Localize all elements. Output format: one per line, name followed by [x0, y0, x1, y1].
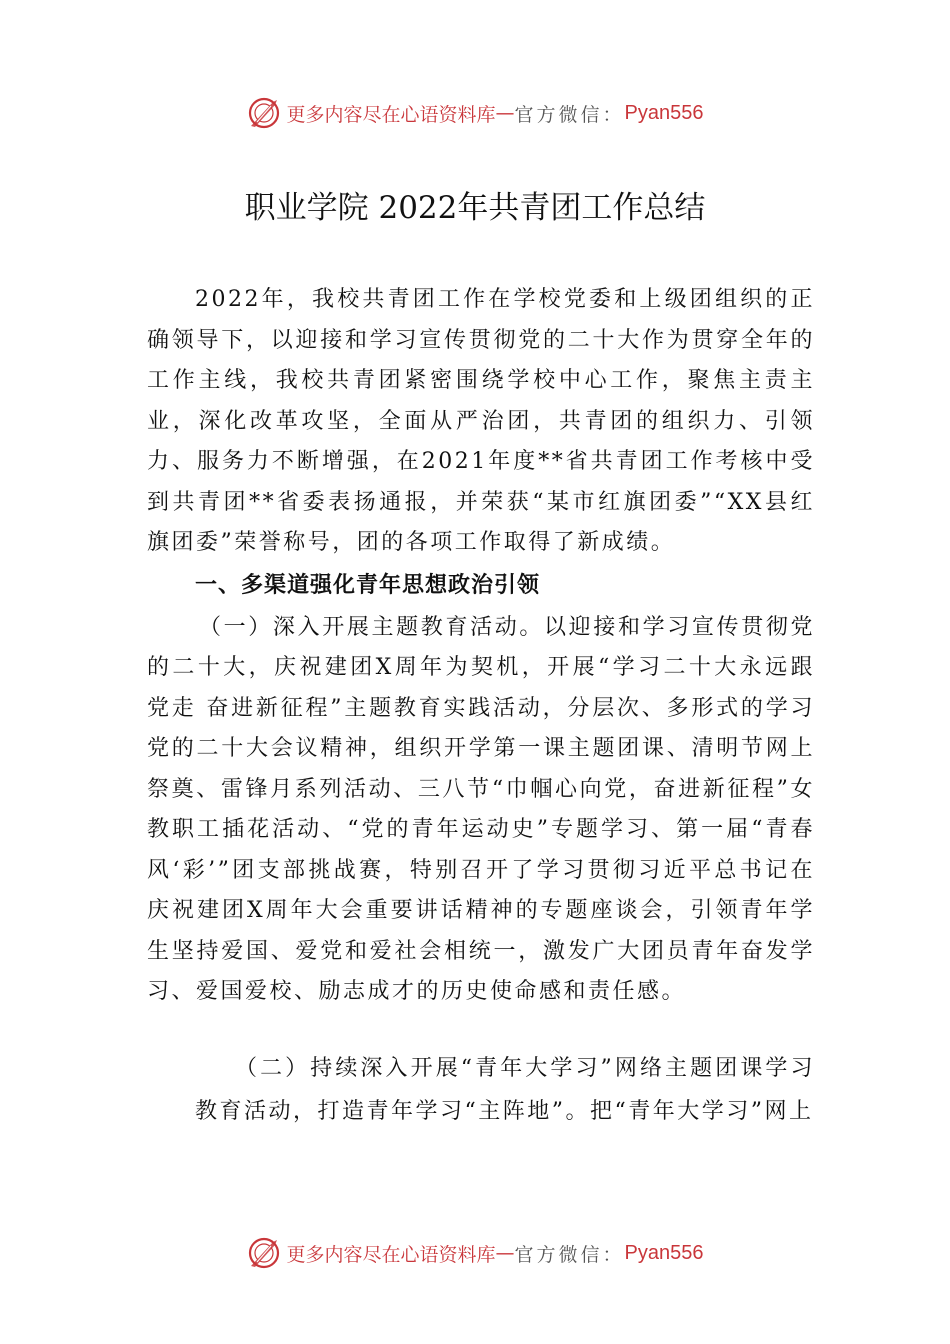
footer-watermark-banner — [0, 1233, 950, 1273]
banner-wechat-label: 官方微信： — [514, 1243, 625, 1266]
quill-seal-icon — [247, 96, 281, 130]
header-watermark-banner — [0, 93, 950, 133]
document-body — [147, 280, 815, 1013]
section-heading-1: 一、多渠道强化青年思想政治引领 — [195, 572, 541, 598]
banner-brand-text: 更多内容尽在心语资料库 — [286, 103, 496, 126]
banner-separator: — — [495, 102, 515, 124]
banner-wechat-id: Pyan556 — [624, 1241, 704, 1264]
subsection-paragraph-2: （二）持续深入开展“青年大学习”网络主题团课学习教育活动，打造青年学习“主阵地”。把“青年大学习”网上 — [195, 1056, 815, 1124]
banner-wechat-label: 官方微信： — [514, 103, 625, 126]
quill-seal-icon — [247, 1236, 281, 1270]
banner-separator: — — [495, 1242, 515, 1264]
banner-wechat-id: Pyan556 — [624, 101, 704, 124]
subsection-paragraph-1: （一）深入开展主题教育活动。以迎接和学习宣传贯彻党的二十大，庆祝建团X周年为契机，开展“学习二十大永远跟党走 奋进新征程”主题教育实践活动，分层次、多形式的学习党的二十大会议精神，组织开学第一课主题团课、清明节网上祭奠、雷锋月系列活动、三八节“巾帼心向党，奋进新征程”女教职工插花活动、“党的青年运动史”专题学习、第一届“青春风‘彩’”团支部挑战赛，特别召开了学习贯彻习近平总书记在庆祝建团X周年大会重要讲话精神的专题座谈会，引领青年学生坚持爱国、爱党和爱社会相统一，激发广大团员青年奋发学习、爱国爱校、励志成才的历史使命感和责任感。 — [147, 614, 815, 1004]
document-title: 职业学院 2022年共青团工作总结 — [244, 190, 706, 226]
banner-brand-text: 更多内容尽在心语资料库 — [286, 1243, 496, 1266]
intro-paragraph: 2022年，我校共青团工作在学校党委和上级团组织的正确领导下，以迎接和学习宣传贯彻党的二十大作为贯穿全年的工作主线，我校共青团紧密围绕学校中心工作，聚焦主责主业，深化改革攻坚，全面从严治团，共青团的组织力、引领力、服务力不断增强，在2021年度**省共青团工作考核中受到共青团**省委表扬通报，并荣获“某市红旗团委”“XX县红旗团委”荣誉称号，团的各项工作取得了新成绩。 — [147, 287, 815, 555]
